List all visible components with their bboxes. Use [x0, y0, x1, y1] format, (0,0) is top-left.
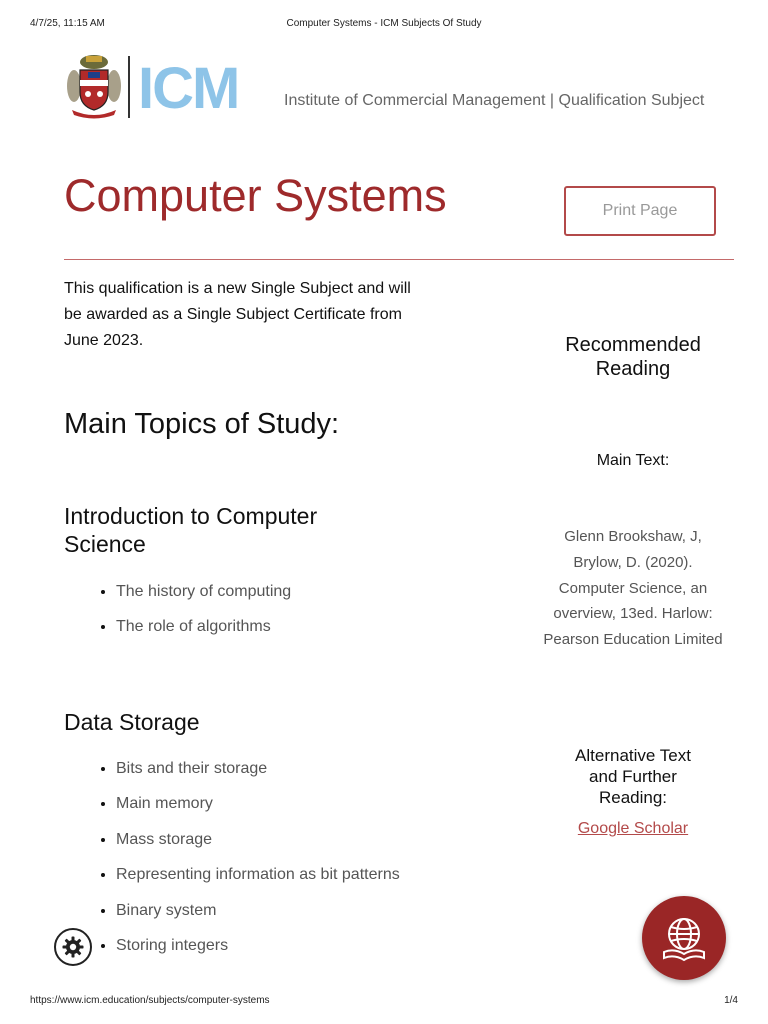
topic-list [96, 580, 291, 651]
section-title: Introduction to Computer Science [64, 503, 318, 557]
globe-book-icon [658, 912, 710, 964]
section-title: Data Storage [64, 709, 200, 735]
recommended-reading-heading: Recommended Reading [565, 334, 701, 380]
title-divider [64, 259, 734, 260]
print-document-title: Computer Systems - ICM Subjects Of Study [286, 18, 482, 29]
main-text-label: Main Text: [596, 452, 670, 469]
google-scholar-link[interactable]: Google Scholar [577, 820, 689, 837]
logo-text: ICM [138, 56, 239, 121]
print-url: https://www.icm.education/subjects/computer-systems [30, 995, 270, 1006]
page-count: 1/4 [724, 995, 738, 1006]
list-item: • The history of computing [116, 580, 291, 615]
logo-divider [128, 56, 130, 118]
print-page-button[interactable]: Print Page [564, 186, 716, 236]
list-item: • Binary system [116, 899, 400, 934]
coat-of-arms-icon [66, 52, 122, 120]
list-item: • Storing integers [116, 934, 400, 969]
list-item: • Bits and their storage [116, 757, 400, 792]
intro-paragraph: This qualification is a new Single Subject and will be awarded as a Single Subject Certificate from June 2023. [64, 280, 411, 349]
main-text-citation: Glenn Brookshaw, J, Brylow, D. (2020). Computer Science, an overview, 13ed. Harlow: Pearson Education Limited [543, 528, 723, 649]
alternative-reading-heading: Alternative Text and Further Reading: [575, 746, 691, 807]
reading-assist-button[interactable] [642, 896, 726, 980]
list-item: • Representing information as bit patterns [116, 863, 400, 898]
list-item: • Mass storage [116, 828, 400, 863]
icm-logo[interactable] [66, 52, 256, 122]
settings-button[interactable] [54, 928, 92, 966]
list-item: • Main memory [116, 792, 400, 827]
page-title: Computer Systems [64, 170, 447, 221]
header-tagline: Institute of Commercial Management | Qualification Subject [284, 92, 705, 109]
print-datetime: 4/7/25, 11:15 AM [30, 18, 105, 29]
list-item: • The role of algorithms [116, 615, 291, 650]
gear-icon [61, 935, 85, 959]
main-topics-heading: Main Topics of Study: [64, 408, 340, 440]
topic-list [96, 757, 400, 969]
